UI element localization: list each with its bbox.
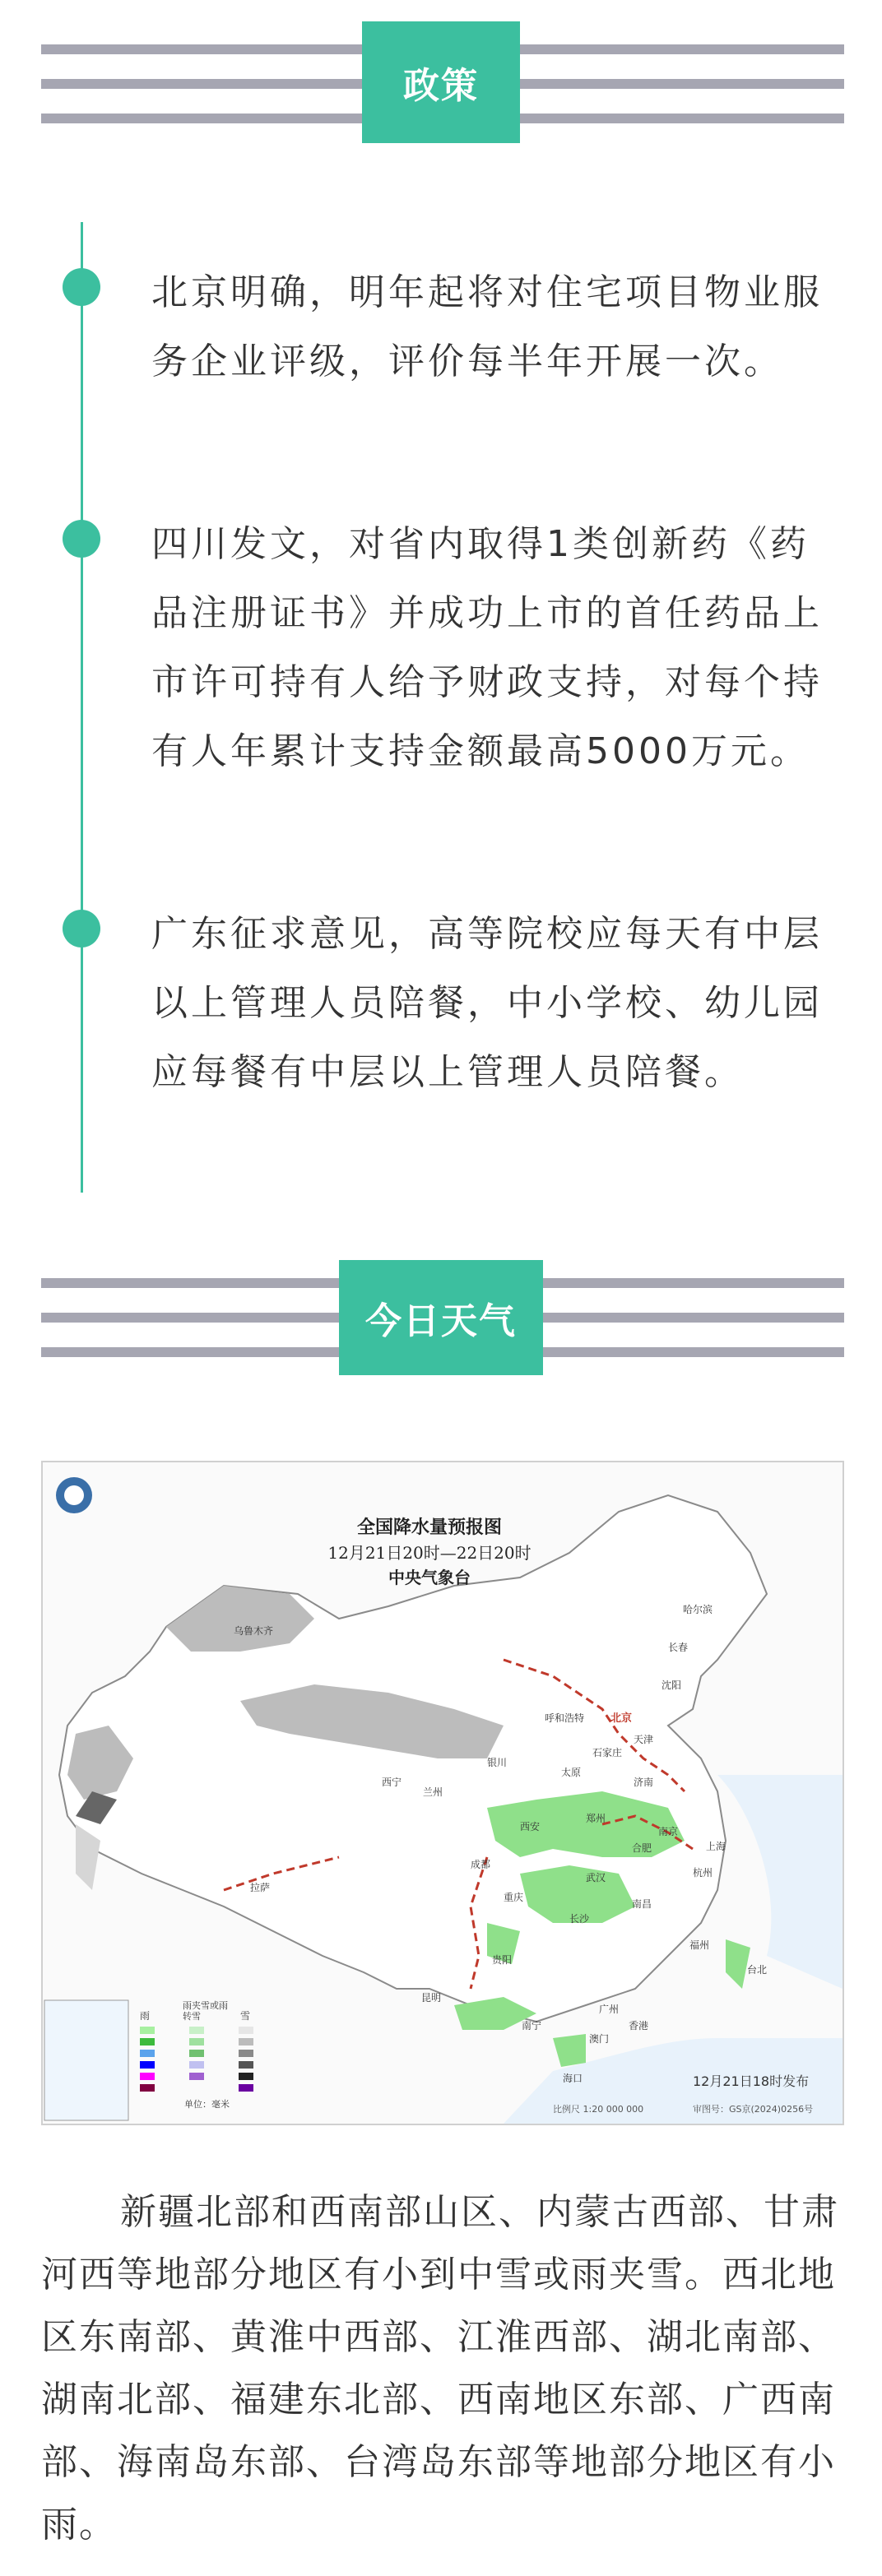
legend-unit: 单位：毫米 [184, 2099, 230, 2110]
legend-rain: 雨 [140, 2010, 151, 2022]
city-label: 沈阳 [662, 1679, 682, 1691]
map-approval: 审图号：GS京(2024)0256号 [693, 2104, 814, 2115]
policy-item: 北京明确，明年起将对住宅项目物业服务企业评级，评价每半年开展一次。 [151, 271, 823, 382]
city-label: 武汉 [586, 1872, 606, 1883]
timeline-dot [63, 268, 100, 306]
map-title: 全国降水量预报图 [356, 1517, 502, 1538]
policy-title: 政策 [362, 21, 520, 143]
city-label: 兰州 [423, 1786, 443, 1798]
map-org: 中央气象台 [388, 1568, 471, 1587]
precipitation-map [41, 1461, 844, 2125]
city-label: 南京 [658, 1826, 679, 1837]
policy-section-header [0, 21, 882, 143]
policy-item: 四川发文，对省内取得1类创新药《药品注册证书》并成功上市的首任药品上市许可持有人给予财政支持，对每个持有人年累计支持金额最高5000万元。 [151, 523, 823, 772]
city-label: 长沙 [569, 1913, 590, 1925]
city-label: 天津 [634, 1734, 654, 1745]
city-label: 呼和浩特 [545, 1712, 585, 1724]
timeline-line [81, 222, 83, 1193]
city-label: 贵阳 [492, 1954, 513, 1966]
city-label: 长春 [668, 1642, 689, 1653]
city-label: 太原 [561, 1767, 582, 1778]
policy-item: 广东征求意见，高等院校应每天有中层以上管理人员陪餐，中小学校、幼儿园应每餐有中层以上管理人员陪餐。 [151, 913, 823, 1093]
legend-snow: 雪 [240, 2010, 251, 2022]
timeline-dot [63, 910, 100, 947]
city-label: 石家庄 [592, 1747, 623, 1758]
city-label: 福州 [689, 1939, 710, 1951]
city-label: 拉萨 [250, 1882, 271, 1893]
city-label: 香港 [629, 2020, 649, 2032]
city-label: 乌鲁木齐 [234, 1625, 274, 1637]
city-label: 济南 [634, 1777, 654, 1788]
weather-description: 新疆北部和西南部山区、内蒙古西部、甘肃河西等地部分地区有小到中雪或雨夹雪。西北地区东南部、黄淮中西部、江淮西部、湖北南部、湖南北部、福建东北部、西南地区东部、广西南部、海南岛东部、台湾岛东部等地部分地区有小雨。 [41, 2191, 839, 2546]
city-label: 杭州 [693, 1867, 713, 1879]
city-label: 哈尔滨 [683, 1604, 713, 1615]
city-label: 合肥 [632, 1842, 652, 1854]
map-scale: 比例尺 1:20 000 000 [553, 2104, 644, 2115]
timeline-dot [63, 520, 100, 558]
city-label: 上海 [706, 1841, 726, 1852]
legend-sleet: 雨夹雪或雨转雪 [183, 2000, 228, 2022]
city-label: 西宁 [382, 1777, 402, 1788]
city-label: 昆明 [421, 1992, 442, 2004]
weather-title: 今日天气 [339, 1260, 543, 1375]
weather-section-header [0, 1260, 882, 1382]
city-label: 西安 [520, 1821, 541, 1832]
map-publish-time: 12月21日18时发布 [693, 2073, 810, 2089]
city-label: 北京 [610, 1712, 633, 1725]
map-subtitle: 12月21日20时—22日20时 [327, 1543, 532, 1563]
city-label: 成都 [471, 1859, 491, 1870]
city-label: 澳门 [589, 2033, 610, 2045]
city-label: 广州 [599, 2004, 620, 2015]
city-label: 郑州 [586, 1813, 606, 1824]
city-label: 台北 [747, 1964, 768, 1976]
city-label: 银川 [487, 1757, 508, 1768]
city-label: 海口 [563, 2073, 583, 2084]
city-label: 南昌 [632, 1898, 652, 1910]
city-label: 重庆 [504, 1892, 524, 1903]
city-label: 南宁 [522, 2020, 542, 2032]
